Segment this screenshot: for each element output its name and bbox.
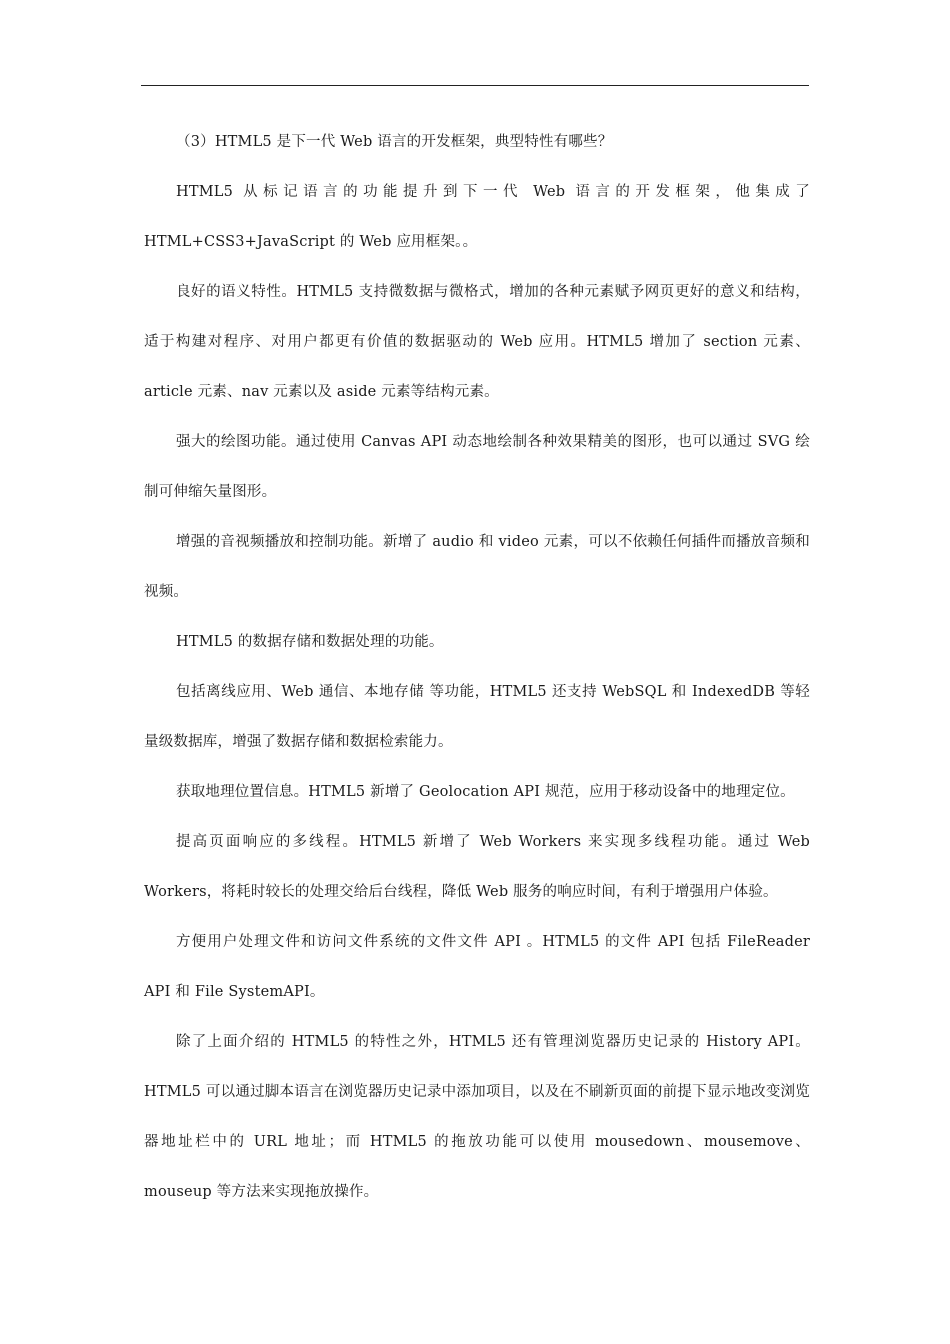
header-rule <box>141 85 809 86</box>
paragraph-semantics: 良好的语义特性。HTML5 支持微数据与微格式，增加的各种元素赋予网页更好的意义和结构，适于构建对程序、对用户都更有价值的数据驱动的 Web 应用。HTML5 增加了 section 元素、article 元素、nav 元素以及 aside 元素等结构元素。 <box>144 284 810 400</box>
paragraph-intro: HTML5 从标记语言的功能提升到下一代 Web 语言的开发框架，他集成了 HTML+CSS3+JavaScript 的 Web 应用框架。。 <box>144 184 810 250</box>
paragraph-file-api: 方便用户处理文件和访问文件系统的文件文件 API 。HTML5 的文件 API 包括 FileReader API 和 File SystemAPI。 <box>144 934 810 1000</box>
paragraph-history: 除了上面介绍的 HTML5 的特性之外，HTML5 还有管理浏览器历史记录的 History API。HTML5 可以通过脚本语言在浏览器历史记录中添加项目，以及在不刷新页面的前提下显示地改变浏览器地址栏中的 URL 地址；而 HTML5 的拖放功能可以使用 mousedown、mousemove、mouseup 等方法来实现拖放操作。 <box>144 1034 810 1200</box>
paragraph-drawing: 强大的绘图功能。通过使用 Canvas API 动态地绘制各种效果精美的图形，也可以通过 SVG 绘制可伸缩矢量图形。 <box>144 434 810 500</box>
paragraph-workers: 提高页面响应的多线程。HTML5 新增了 Web Workers 来实现多线程功能。通过 Web Workers，将耗时较长的处理交给后台线程，降低 Web 服务的响应时间，有利于增强用户体验。 <box>144 834 810 900</box>
paragraph-storage-heading: HTML5 的数据存储和数据处理的功能。 <box>176 634 444 650</box>
document-body <box>144 117 810 1217</box>
paragraph-geolocation: 获取地理位置信息。HTML5 新增了 Geolocation API 规范，应用于移动设备中的地理定位。 <box>176 784 795 800</box>
paragraph-media: 增强的音视频播放和控制功能。新增了 audio 和 video 元素，可以不依赖任何插件而播放音频和视频。 <box>144 534 810 600</box>
paragraph-storage: 包括离线应用、Web 通信、本地存储 等功能，HTML5 还支持 WebSQL 和 IndexedDB 等轻量级数据库，增强了数据存储和数据检索能力。 <box>144 684 810 750</box>
question-heading: （3）HTML5 是下一代 Web 语言的开发框架，典型特性有哪些？ <box>176 134 613 150</box>
